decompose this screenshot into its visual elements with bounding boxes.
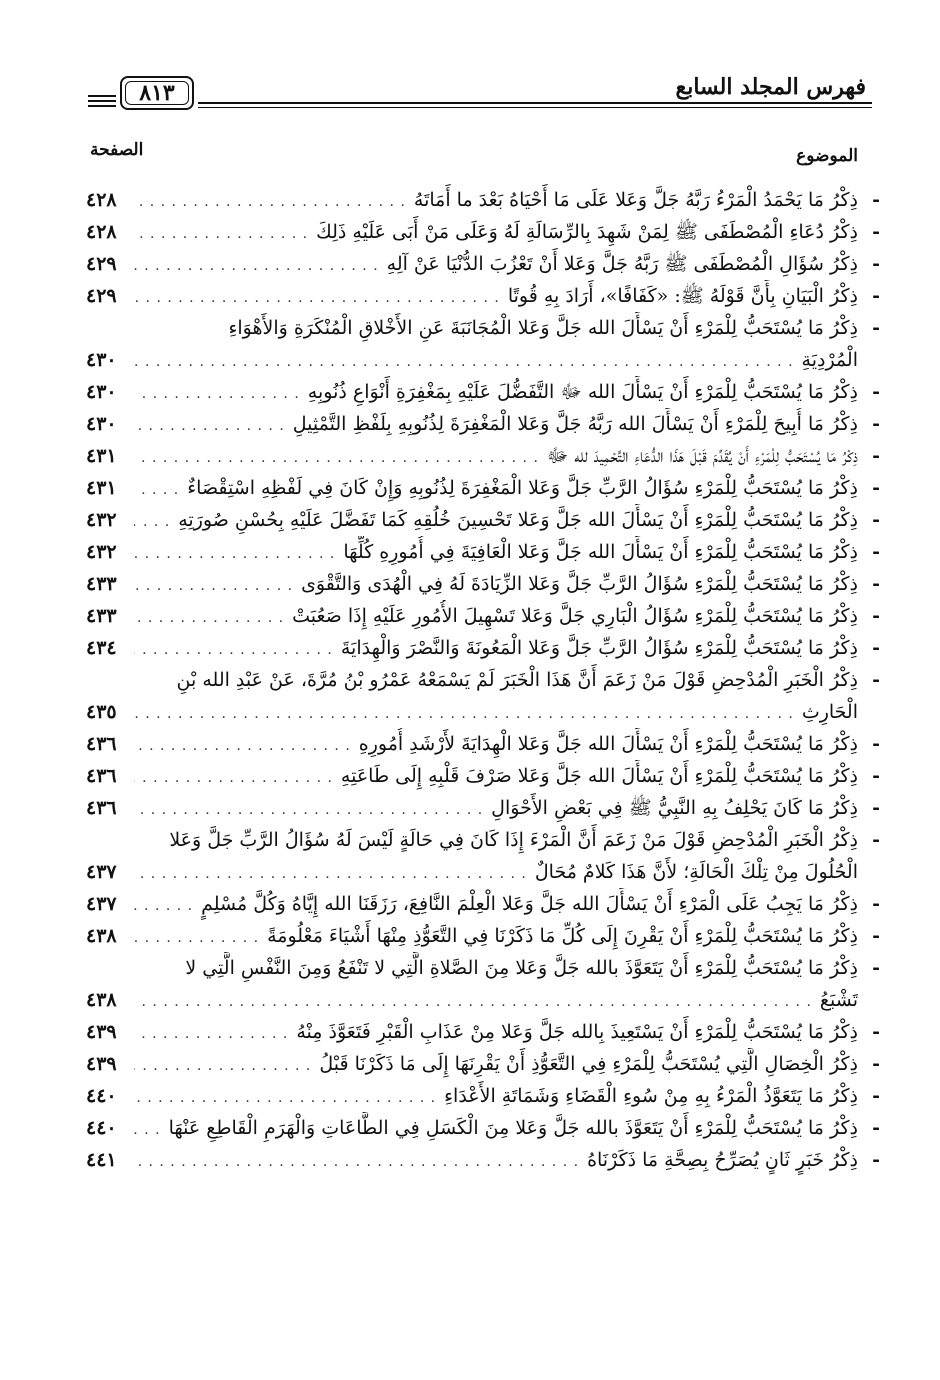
entry-title-continuation: الْحَارِثِ — [801, 701, 858, 723]
dot-leader — [134, 698, 794, 730]
entry-title: - ذِكْرُ الْبَيَانِ بِأَنَّ قَوْلَهُ ﷺ: «كَفَافًا»، أَرَادَ بِهِ قُوتًا — [507, 285, 858, 307]
entry-title: - ذِكْرُ مَا يُسْتَحَبُّ لِلْمَرْءِ أَنْ يَسْأَلَ الله جَلَّ وَعَلا الْمُجَانَبَةَ عَنِ الأَخْلاقِ الْمُنْكَرَةِ وَالأَهْوَاءِ — [228, 317, 858, 339]
dot-leader — [134, 730, 351, 762]
entry-page-number: ٤٤١ — [86, 1149, 117, 1171]
entry-page-number: ٤٣٤ — [86, 637, 117, 659]
entry-title: - ذِكْرُ مَا يُسْتَحَبُّ لِلْمَرْءِ أَنْ يَتَعَوَّذَ بالله جَلَّ وَعَلا مِنَ الصَّلاةِ الَّتِي لا تَنْفَعُ وَمِنَ النَّفْسِ الَّتِي لا — [185, 957, 858, 979]
toc-entry — [86, 280, 878, 312]
toc-entry — [86, 664, 878, 728]
ornament-rule — [88, 95, 116, 97]
dot-leader — [134, 858, 527, 890]
toc-entry — [86, 952, 878, 1016]
dot-leader — [134, 1114, 161, 1146]
entry-page-number: ٤٢٩ — [86, 285, 117, 307]
toc-entry — [86, 376, 878, 408]
entry-page-number: ٤٣٨ — [86, 989, 117, 1011]
dot-leader — [134, 1082, 436, 1114]
entry-title: - ذِكْرُ مَا يُسْتَحَبُّ لِلْمَرْءِ أَنْ يَسْأَلَ الله جَلَّ وَعَلا الْعَافِيَةَ فِي أُمُورِهِ كُلِّهَا — [343, 541, 858, 563]
toc-entry — [86, 248, 878, 280]
toc-entry — [86, 1080, 878, 1112]
entry-title: - ذِكْرُ الْخَبَرِ الْمُدْحِضِ قَوْلَ مَنْ زَعَمَ أَنَّ الْمَرْءَ إِذَا كَانَ فِي حَالَةٍ لَيْسَ لَهُ سُؤَالُ الرَّبِّ جَلَّ وَعَلا — [169, 829, 858, 851]
toc-entry — [86, 504, 878, 536]
dot-leader — [134, 378, 300, 410]
dot-leader — [134, 410, 285, 442]
toc-entry — [86, 1112, 878, 1144]
toc-entry — [86, 408, 878, 440]
running-title: فهرس المجلد السابع — [675, 74, 866, 100]
entry-page-number: ٤٣٥ — [86, 701, 117, 723]
dot-leader — [134, 634, 333, 666]
entry-page-number: ٤٣٠ — [86, 349, 117, 371]
header-rule-thin — [198, 107, 872, 108]
header-rule — [198, 102, 872, 104]
entry-page-number: ٤٣٩ — [86, 1053, 117, 1075]
entry-page-number: ٤٣٧ — [86, 893, 117, 915]
table-of-contents — [86, 184, 878, 1176]
toc-entry — [86, 824, 878, 888]
toc-entry — [86, 728, 878, 760]
toc-entry — [86, 1016, 878, 1048]
toc-entry — [86, 600, 878, 632]
ornament-rule — [88, 105, 116, 107]
entry-page-number: ٤٣١ — [86, 477, 117, 499]
entry-title: - ذِكْرُ مَا يُسْتَحَبُّ لِلْمَرْءِ أَنْ يَسْأَلَ الله ﷻ التَّفَضُّلَ عَلَيْهِ بِمَغْفِرَةِ أَنْوَاعِ ذُنُوبِهِ — [307, 381, 858, 403]
page-header — [88, 70, 872, 114]
dot-leader — [134, 602, 284, 634]
entry-page-number: ٤٣٩ — [86, 1021, 117, 1043]
entry-title: - ذِكْرُ مَا يُسْتَحَبُّ لِلْمَرْءِ سُؤَالُ الْبَارِي جَلَّ وَعَلا تَسْهِيلَ الأُمُورِ عَلَيْهِ إِذَا صَعُبَتْ — [292, 605, 858, 627]
entry-page-number: ٤٣١ — [86, 445, 117, 467]
dot-leader — [134, 762, 333, 794]
entry-page-number: ٤٢٩ — [86, 253, 117, 275]
entry-title: - ذِكْرُ مَا أُبِيحَ لِلْمَرْءِ أَنْ يَسْأَلَ الله رَبَّهُ جَلَّ وَعَلا الْمَغْفِرَةَ لِذُنُوبِهِ بِلَفْظِ التَّمْثِيلِ — [292, 413, 858, 435]
toc-entry — [86, 312, 878, 376]
entry-title: - ذِكْرُ مَا يُسْتَحَبُّ لِلْمَرْءِ سُؤَالُ الرَّبِّ جَلَّ وَعَلا الْمَغْفِرَةَ لِذُنُوبِهِ وَإِنْ كَانَ فِي لَفْظِهِ اسْتِقْصَاءٌ — [187, 477, 858, 499]
entry-title: - ذِكْرُ دُعَاءِ الْمُصْطَفَى ﷺ لِمَنْ شَهِدَ بِالرِّسَالَةِ لَهُ وَعَلَى مَنْ أَبَى عَلَيْهِ ذَلِكَ — [316, 221, 858, 243]
toc-entry — [86, 1144, 878, 1176]
entry-page-number: ٤٣٢ — [86, 541, 117, 563]
entry-title: - ذِكْرُ مَا يُسْتَحَبُّ لِلْمَرْءِ أَنْ يَسْأَلَ الله جَلَّ وَعَلا الْهِدَايَةَ لأَرْشَدِ أُمُورِهِ — [358, 733, 858, 755]
page-number: ٨١٣ — [120, 76, 194, 110]
toc-entry — [86, 568, 878, 600]
dot-leader — [134, 1146, 579, 1178]
entry-page-number: ٤٢٨ — [86, 189, 117, 211]
entry-page-number: ٤٣٢ — [86, 509, 117, 531]
topic-column-heading: الموضوع — [796, 146, 858, 166]
entry-title: - ذِكْرُ الْخِصَالِ الَّتِي يُسْتَحَبُّ لِلْمَرْءِ فِي التَّعَوُّذِ أَنْ يَقْرِنَهَا إِلَى مَا ذَكَرْنَا قَبْلُ — [319, 1053, 858, 1075]
entry-page-number: ٤٣٣ — [86, 573, 117, 595]
entry-page-number: ٤٣٧ — [86, 861, 117, 883]
entry-title: - ذِكْرُ مَا يَحْمَدُ الْمَرْءُ رَبَّهُ جَلَّ وَعَلا عَلَى مَا أَحْيَاهُ بَعْدَ ما أَمَاتَهُ — [413, 189, 858, 211]
entry-title: - ذِكْرُ خَبَرٍ ثَانٍ يُصَرِّحُ بِصِحَّةِ مَا ذَكَرْنَاهُ — [587, 1149, 858, 1171]
entry-title: - ذِكْرُ مَا يَجِبُ عَلَى الْمَرْءِ أَنْ يَسْأَلَ الله جَلَّ وَعَلا الْعِلْمَ النَّافِعَ، رَزَقَنَا الله إِيَّاهُ وَكُلَّ مُسْلِمٍ — [201, 893, 858, 915]
toc-entry — [86, 472, 878, 504]
dot-leader — [134, 474, 179, 506]
dot-leader — [134, 250, 379, 282]
dot-leader — [134, 890, 193, 922]
entry-title: - ذِكْرُ مَا يُسْتَحَبُّ لِلْمَرْءِ أَنْ يَسْتَعِيذَ بِالله جَلَّ وَعَلا مِنْ عَذَابِ الْقَبْرِ فَتَعَوَّذَ مِنْهُ — [296, 1021, 858, 1043]
page-column-heading: الصفحة — [90, 140, 144, 160]
toc-entry — [86, 536, 878, 568]
entry-title: - ذِكْرُ مَا كَانَ يَحْلِفُ بِهِ النَّبِيُّ ﷺ فِي بَعْضِ الأَحْوَالِ — [491, 797, 858, 819]
toc-entry — [86, 760, 878, 792]
entry-page-number: ٤٣٦ — [86, 733, 117, 755]
entry-title: - ذِكْرُ مَا يُسْتَحَبُّ لِلْمَرْءِ سُؤَالُ الرَّبِّ جَلَّ وَعَلا الْمَعُونَةَ وَالنَّصْرَ وَالْهِدَايَةَ — [340, 637, 858, 659]
entry-page-number: ٤٢٨ — [86, 221, 117, 243]
entry-page-number: ٤٣٠ — [86, 413, 117, 435]
entry-page-number: ٤٣٣ — [86, 605, 117, 627]
dot-leader — [134, 1050, 311, 1082]
entry-page-number: ٤٣٨ — [86, 925, 117, 947]
entry-page-number: ٤٣٦ — [86, 797, 117, 819]
entry-page-number: ٤٣٦ — [86, 765, 117, 787]
dot-leader — [134, 506, 170, 538]
toc-entry — [86, 632, 878, 664]
dot-leader — [134, 538, 335, 570]
toc-entry — [86, 888, 878, 920]
dot-leader — [134, 186, 406, 218]
entry-title: - ذِكْرُ سُؤَالِ الْمُصْطَفَى ﷺ رَبَّهُ جَلَّ وَعَلا أَنْ تَعْزُبَ الدُّنْيَا عَنْ آلِهِ — [386, 253, 858, 275]
entry-title: - ذِكْرُ مَا يُسْتَحَبُّ لِلْمَرْءِ سُؤَالُ الرَّبِّ جَلَّ وَعَلا الزِّيَادَةَ لَهُ فِي الْهُدَى وَالتَّقْوَى — [301, 573, 858, 595]
toc-entry — [86, 792, 878, 824]
entry-page-number: ٤٤٠ — [86, 1085, 117, 1107]
entry-title: - ذِكْرُ الْخَبَرِ الْمُدْحِضِ قَوْلَ مَنْ زَعَمَ أَنَّ هَذَا الْخَبَرَ لَمْ يَسْمَعْهُ عَمْرُو بْنُ مُرَّةَ، عَنْ عَبْدِ الله بْنِ — [176, 669, 858, 691]
ornament-rule — [88, 100, 116, 102]
entry-title-continuation: الْمُرْدِيَةِ — [801, 349, 858, 371]
entry-title: - ذِكْرُ مَا يَتَعَوَّذُ الْمَرْءُ بِهِ مِنْ سُوءِ الْقَضَاءِ وَشَمَاتَةِ الأَعْدَاءِ — [444, 1085, 858, 1107]
dot-leader — [134, 922, 259, 954]
toc-entry — [86, 184, 878, 216]
dot-leader — [134, 570, 293, 602]
entry-title: - ذِكْرُ مَا يُسْتَحَبُّ لِلْمَرْءِ أَنْ يَقْرِنَ إِلَى كُلِّ مَا ذَكَرْنَا فِي التَّعَوُّذِ مِنْهَا أَشْيَاءَ مَعْلُومَةً — [267, 925, 858, 947]
entry-title: - ذِكْرُ مَا يُسْتَحَبُّ لِلْمَرْءِ أَنْ يَتَعَوَّذَ بالله جَلَّ وَعَلا مِنَ الْكَسَلِ فِي الطَّاعَاتِ وَالْهَرَمِ الْقَاطِعِ عَنْهَا — [168, 1117, 858, 1139]
dot-leader — [134, 1018, 288, 1050]
entry-page-number: ٤٤٠ — [86, 1117, 117, 1139]
entry-title: - ذِكْرُ مَا يُسْتَحَبُّ لِلْمَرْءِ أَنْ يُقَدِّمَ قَبْلَ هَذَا الدُّعَاءِ التَّحْمِيدَ لله ﷻ — [546, 445, 858, 467]
dot-leader — [134, 346, 794, 378]
entry-title: - ذِكْرُ مَا يُسْتَحَبُّ لِلْمَرْءِ أَنْ يَسْأَلَ الله جَلَّ وَعَلا تَحْسِينَ خُلُقِهِ كَمَا تَفَضَّلَ عَلَيْهِ بِحُسْنِ صُورَتِهِ — [178, 509, 858, 531]
entry-page-number: ٤٣٠ — [86, 381, 117, 403]
dot-leader — [134, 442, 539, 474]
dot-leader — [134, 794, 483, 826]
toc-entry — [86, 1048, 878, 1080]
toc-entry — [86, 920, 878, 952]
dot-leader — [134, 282, 500, 314]
entry-title: - ذِكْرُ مَا يُسْتَحَبُّ لِلْمَرْءِ أَنْ يَسْأَلَ الله جَلَّ وَعَلا صَرْفَ قَلْبِهِ إِلَى طَاعَتِهِ — [340, 765, 858, 787]
entry-title-continuation: الْحُلُولَ مِنْ تِلْكَ الْحَالَةِ؛ لأَنَّ هَذَا كَلامٌ مُحَالٌ — [534, 861, 858, 883]
dot-leader — [134, 986, 812, 1018]
toc-entry — [86, 440, 878, 472]
dot-leader — [134, 218, 308, 250]
toc-entry — [86, 216, 878, 248]
entry-title-continuation: تَشْبَعُ — [819, 989, 858, 1011]
